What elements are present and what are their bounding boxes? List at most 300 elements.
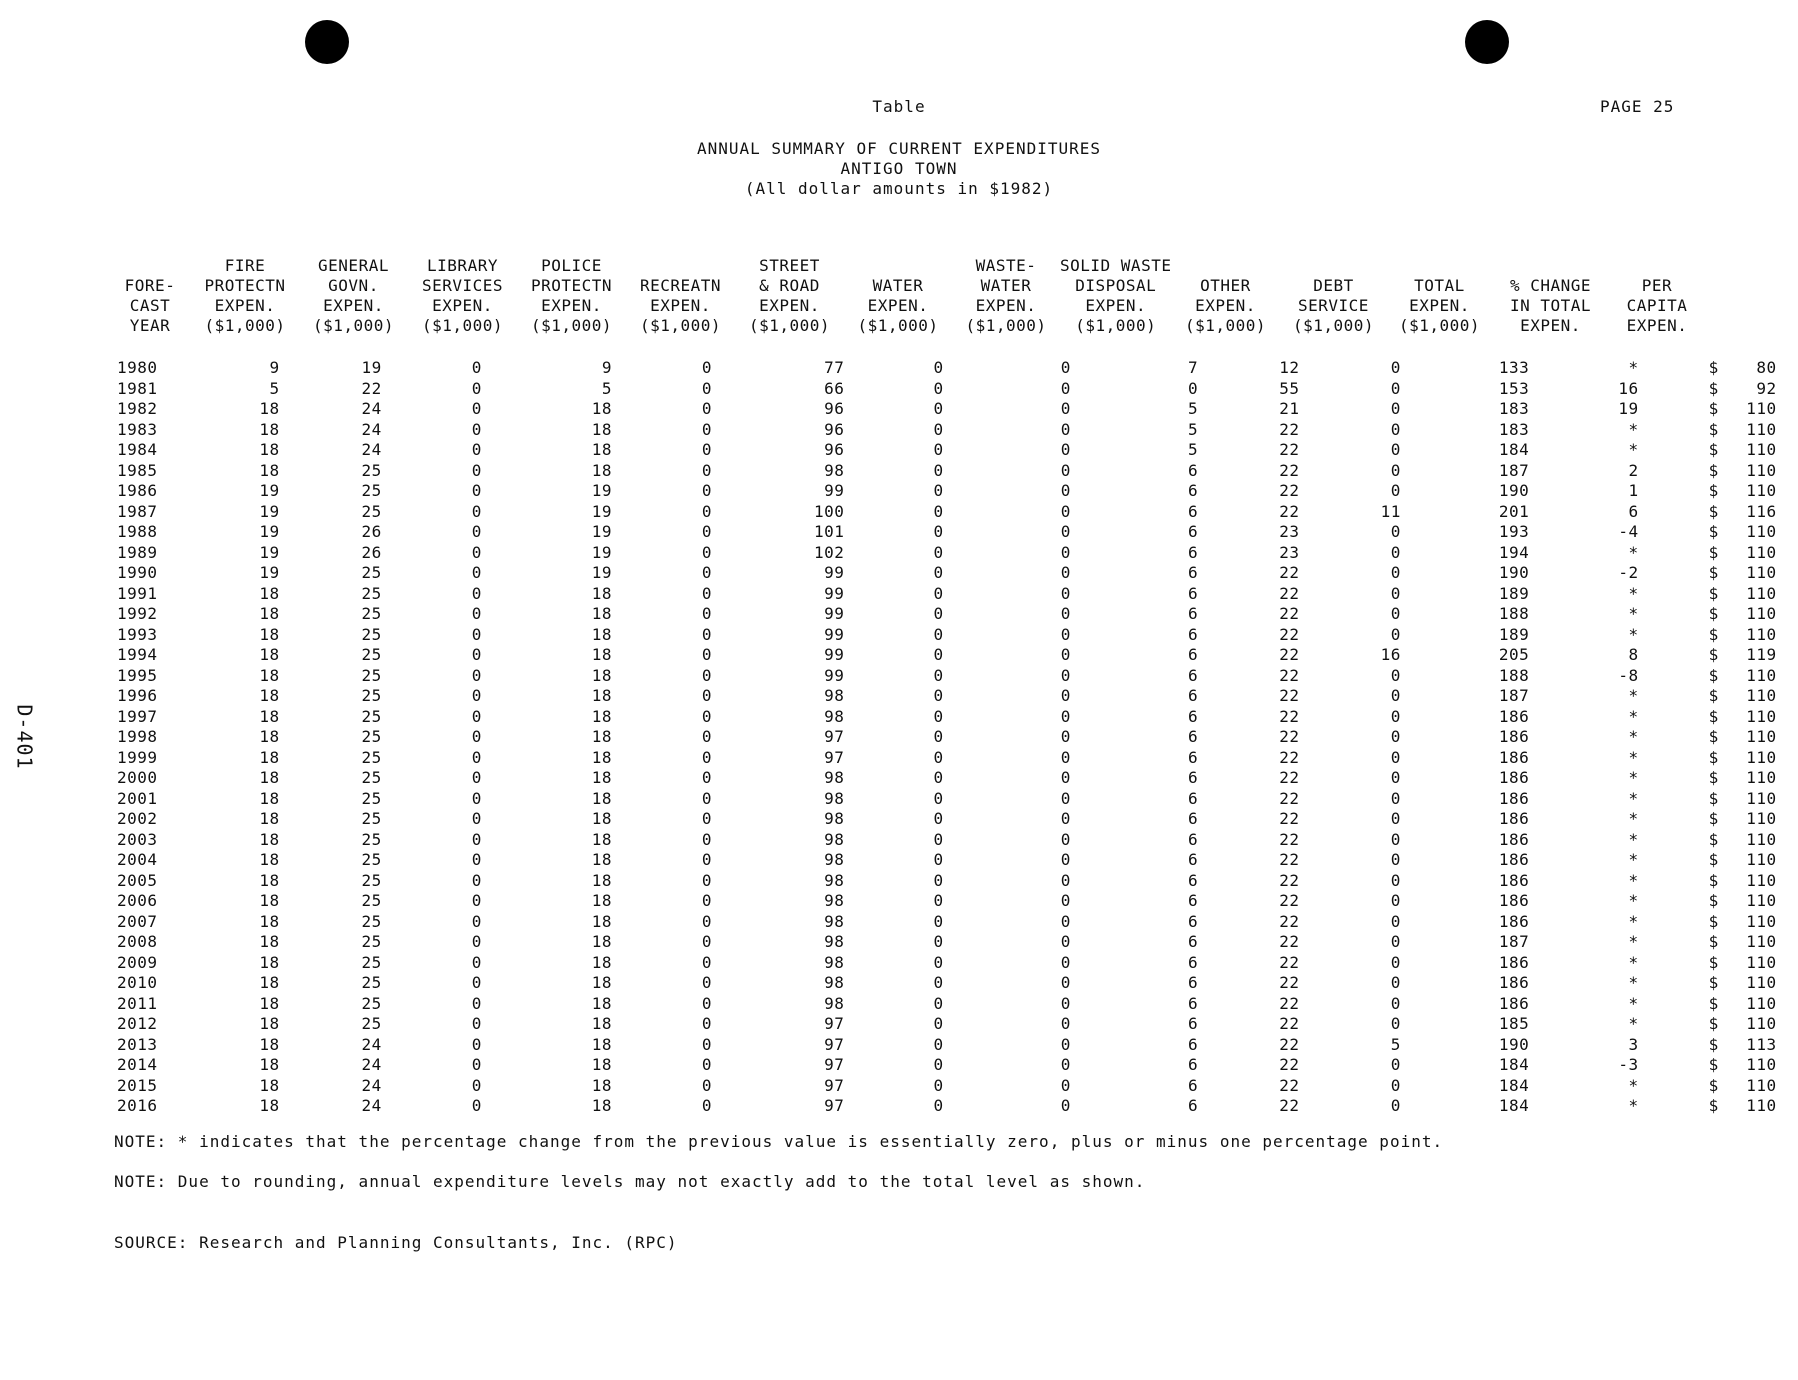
- value-cell: 25: [361, 583, 382, 603]
- dollar-sign: $: [1708, 419, 1719, 439]
- value-cell: 6: [1188, 952, 1199, 972]
- value-cell: 0: [1390, 870, 1401, 890]
- value-cell: 186: [1498, 870, 1530, 890]
- pct-change-cell: 2: [1628, 460, 1639, 480]
- value-cell: 0: [933, 665, 944, 685]
- value-cell: 102: [813, 542, 845, 562]
- column-header-text: EXPEN.: [541, 296, 602, 315]
- value-cell: 18: [591, 419, 613, 439]
- per-capita-value: 110: [1746, 440, 1777, 459]
- dollar-sign: $: [1708, 378, 1719, 398]
- value-cell: 0: [1390, 768, 1401, 787]
- value-cell: 0: [933, 993, 944, 1013]
- value-cell: 25: [361, 645, 382, 664]
- value-cell: 194: [1498, 542, 1530, 562]
- pct-change-cell: *: [1628, 358, 1639, 377]
- value-cell: 0: [1060, 891, 1071, 910]
- dollar-sign: $: [1708, 706, 1719, 726]
- pct-change-cell: *: [1628, 624, 1639, 644]
- value-cell: 0: [933, 911, 944, 931]
- table-row: [109, 932, 1798, 953]
- value-cell: 99: [824, 481, 845, 500]
- value-cell: 18: [259, 419, 280, 439]
- value-cell: 22: [1279, 563, 1300, 582]
- value-cell: 0: [1390, 911, 1401, 931]
- value-cell: 187: [1498, 686, 1530, 705]
- year-cell: 2013: [117, 1034, 158, 1054]
- table-row: [109, 461, 1798, 482]
- value-cell: 25: [361, 993, 382, 1013]
- side-page-label: D-401: [12, 704, 37, 770]
- value-cell: 0: [701, 973, 713, 992]
- value-cell: 0: [1390, 522, 1401, 541]
- value-cell: 25: [361, 624, 382, 644]
- table-row: [109, 645, 1798, 666]
- table-row: [109, 973, 1798, 994]
- pct-change-cell: *: [1628, 870, 1639, 890]
- value-cell: 98: [824, 870, 845, 890]
- value-cell: 0: [933, 481, 944, 500]
- pct-change-cell: *: [1628, 911, 1639, 931]
- table-row: [109, 543, 1798, 564]
- table-row: [109, 686, 1798, 707]
- value-cell: 0: [933, 522, 944, 541]
- value-cell: 0: [701, 460, 713, 480]
- column-header-text: PROTECTN: [204, 276, 286, 295]
- value-cell: 18: [591, 686, 613, 705]
- value-cell: 22: [1279, 604, 1300, 623]
- value-cell: 6: [1188, 686, 1199, 705]
- value-cell: 6: [1188, 1014, 1199, 1033]
- value-cell: 22: [1279, 932, 1300, 951]
- value-cell: 0: [1060, 378, 1071, 398]
- punch-hole-right: [1465, 20, 1509, 64]
- per-capita-value: 110: [1746, 522, 1777, 541]
- dollar-sign: $: [1708, 768, 1719, 787]
- value-cell: 186: [1498, 788, 1530, 808]
- per-capita-cell: [1681, 850, 1798, 871]
- per-capita-value: 92: [1756, 378, 1777, 398]
- column-header-text: RECREATN: [639, 276, 722, 295]
- value-cell: 22: [1279, 829, 1300, 849]
- value-cell: 0: [471, 829, 482, 849]
- value-cell: 18: [259, 1096, 280, 1115]
- value-cell: 0: [471, 686, 482, 705]
- column-header-text: ($1,000): [639, 316, 722, 335]
- value-cell: 0: [1060, 1075, 1071, 1095]
- value-cell: 25: [361, 973, 382, 992]
- value-cell: 18: [591, 809, 613, 828]
- value-cell: 0: [471, 665, 482, 685]
- value-cell: 184: [1498, 1075, 1530, 1095]
- per-capita-value: 110: [1746, 973, 1777, 992]
- value-cell: 0: [471, 727, 482, 746]
- value-cell: 19: [591, 501, 613, 521]
- pct-change-cell: *: [1628, 768, 1639, 787]
- value-cell: 18: [591, 911, 613, 931]
- dollar-sign: $: [1708, 604, 1719, 623]
- value-cell: 0: [1060, 481, 1071, 500]
- value-cell: 18: [259, 788, 280, 808]
- value-cell: 19: [591, 563, 613, 582]
- value-cell: 18: [591, 706, 613, 726]
- value-cell: 0: [933, 583, 944, 603]
- value-cell: 0: [701, 419, 713, 439]
- value-cell: 19: [591, 481, 613, 500]
- value-cell: 0: [1060, 665, 1071, 685]
- per-capita-value: 110: [1746, 1055, 1777, 1074]
- value-cell: 18: [259, 829, 280, 849]
- column-header-text: ($1,000): [421, 316, 504, 335]
- per-capita-value: 110: [1746, 481, 1777, 500]
- pct-change-cell: -3: [1618, 1055, 1639, 1074]
- column-header-text: SERVICE: [1298, 296, 1369, 315]
- value-cell: 22: [1279, 645, 1300, 664]
- pct-change-cell: 16: [1618, 378, 1639, 398]
- dollar-sign: $: [1708, 460, 1719, 480]
- value-cell: 18: [591, 850, 613, 869]
- value-cell: 190: [1498, 1034, 1530, 1054]
- table-row: [109, 891, 1798, 912]
- value-cell: 0: [933, 788, 944, 808]
- value-cell: 189: [1498, 583, 1530, 603]
- value-cell: 0: [1060, 1034, 1071, 1054]
- value-cell: 0: [1060, 604, 1071, 623]
- value-cell: 0: [933, 501, 944, 521]
- value-cell: 0: [701, 993, 713, 1013]
- value-cell: 18: [259, 973, 280, 992]
- value-cell: 5: [1390, 1034, 1401, 1054]
- value-cell: 0: [701, 911, 713, 931]
- column-header-text: ($1,000): [1184, 316, 1266, 335]
- per-capita-cell: [1681, 994, 1798, 1015]
- per-capita-value: 110: [1746, 911, 1777, 931]
- value-cell: 25: [361, 850, 382, 869]
- year-cell: 1981: [117, 378, 158, 398]
- table-row: [109, 953, 1798, 974]
- per-capita-cell: [1681, 1096, 1798, 1117]
- dollar-sign: $: [1708, 481, 1719, 500]
- value-cell: 24: [361, 1075, 382, 1095]
- value-cell: 22: [1279, 624, 1300, 644]
- value-cell: 0: [471, 891, 482, 910]
- value-cell: 0: [933, 932, 944, 951]
- value-cell: 98: [824, 706, 845, 726]
- value-cell: 6: [1188, 973, 1199, 992]
- table-row: [109, 809, 1798, 830]
- pct-change-cell: *: [1628, 727, 1639, 746]
- year-cell: 1996: [117, 686, 158, 705]
- value-cell: 6: [1188, 911, 1199, 931]
- table-row: [109, 1096, 1798, 1117]
- value-cell: 18: [259, 399, 280, 418]
- value-cell: 205: [1498, 645, 1530, 664]
- value-cell: 18: [259, 850, 280, 869]
- note-rounding: NOTE: Due to rounding, annual expenditure levels may not exactly add to the total level as shown.: [114, 1172, 1146, 1191]
- table-row: [109, 522, 1798, 543]
- value-cell: 24: [361, 440, 382, 459]
- value-cell: 0: [933, 563, 944, 582]
- value-cell: 18: [259, 440, 280, 459]
- value-cell: 0: [1390, 809, 1401, 828]
- year-cell: 2006: [117, 891, 158, 910]
- value-cell: 0: [471, 583, 482, 603]
- column-header-text: PROTECTN: [530, 276, 613, 295]
- pct-change-cell: -4: [1618, 522, 1639, 541]
- per-capita-value: 110: [1746, 993, 1777, 1013]
- value-cell: 0: [1060, 1014, 1071, 1033]
- value-cell: 0: [701, 440, 713, 459]
- dollar-sign: $: [1708, 829, 1719, 849]
- per-capita-cell: [1681, 481, 1798, 502]
- value-cell: 0: [933, 973, 944, 992]
- value-cell: 22: [1279, 1075, 1300, 1095]
- per-capita-value: 110: [1746, 563, 1777, 582]
- value-cell: 25: [361, 563, 382, 582]
- value-cell: 0: [1390, 973, 1401, 992]
- dollar-sign: $: [1708, 1034, 1719, 1054]
- value-cell: 98: [824, 993, 845, 1013]
- column-header-text: ($1,000): [748, 316, 831, 335]
- column-header-text: [1609, 256, 1704, 276]
- year-cell: 2003: [117, 829, 158, 849]
- value-cell: 18: [259, 583, 280, 603]
- value-cell: 0: [1390, 665, 1401, 685]
- value-cell: 0: [471, 624, 482, 644]
- column-header-text: ($1,000): [857, 316, 939, 335]
- year-cell: 2007: [117, 911, 158, 931]
- value-cell: 193: [1498, 522, 1530, 541]
- value-cell: 24: [361, 1055, 382, 1074]
- value-cell: 0: [701, 809, 713, 828]
- value-cell: 186: [1498, 706, 1530, 726]
- value-cell: 0: [1060, 952, 1071, 972]
- per-capita-value: 116: [1746, 501, 1777, 521]
- value-cell: 6: [1188, 645, 1199, 664]
- value-cell: 98: [824, 911, 845, 931]
- per-capita-cell: [1681, 809, 1798, 830]
- value-cell: 0: [933, 1055, 944, 1074]
- pct-change-cell: -2: [1618, 563, 1639, 582]
- value-cell: 98: [824, 809, 845, 828]
- pct-change-cell: *: [1628, 952, 1639, 972]
- value-cell: 0: [1060, 1096, 1071, 1115]
- value-cell: 18: [591, 952, 613, 972]
- column-header-table: [109, 256, 1704, 336]
- value-cell: 18: [591, 583, 613, 603]
- page-number: PAGE 25: [1600, 97, 1675, 116]
- value-cell: 18: [259, 1034, 280, 1054]
- value-cell: 21: [1279, 399, 1300, 418]
- value-cell: 0: [701, 788, 713, 808]
- value-cell: 98: [824, 850, 845, 869]
- table-row: [109, 481, 1798, 502]
- value-cell: 201: [1498, 501, 1530, 521]
- value-cell: 0: [471, 932, 482, 951]
- per-capita-value: 110: [1746, 891, 1777, 910]
- table-row: [109, 584, 1798, 605]
- value-cell: 9: [269, 358, 280, 377]
- table-row: [109, 1014, 1798, 1035]
- value-cell: 0: [1060, 788, 1071, 808]
- value-cell: 0: [933, 542, 944, 562]
- value-cell: 99: [824, 665, 845, 685]
- value-cell: 25: [361, 932, 382, 951]
- column-header-text: % CHANGE: [1509, 276, 1591, 295]
- per-capita-cell: [1681, 666, 1798, 687]
- column-header-text: WASTE-: [975, 256, 1037, 275]
- report-subtitle: ANTIGO TOWN: [840, 159, 958, 178]
- value-cell: 0: [933, 952, 944, 972]
- value-cell: 0: [701, 1055, 713, 1074]
- value-cell: 18: [591, 604, 613, 623]
- per-capita-value: 110: [1746, 788, 1777, 808]
- pct-change-cell: *: [1628, 1014, 1639, 1033]
- value-cell: 0: [701, 645, 713, 664]
- header-line: [109, 316, 1704, 336]
- value-cell: 0: [933, 1014, 944, 1033]
- value-cell: 5: [601, 378, 613, 398]
- table-row: [109, 789, 1798, 810]
- value-cell: 25: [361, 665, 382, 685]
- value-cell: 98: [824, 932, 845, 951]
- value-cell: 99: [824, 563, 845, 582]
- value-cell: 77: [824, 358, 845, 377]
- value-cell: 22: [1279, 993, 1300, 1013]
- dollar-sign: $: [1708, 501, 1719, 521]
- value-cell: 25: [361, 481, 382, 500]
- value-cell: 189: [1498, 624, 1530, 644]
- value-cell: 25: [361, 829, 382, 849]
- report-title: ANNUAL SUMMARY OF CURRENT EXPENDITURES: [696, 139, 1102, 158]
- value-cell: 0: [933, 358, 944, 377]
- value-cell: 190: [1498, 481, 1530, 500]
- value-cell: 0: [1060, 993, 1071, 1013]
- value-cell: 22: [1279, 706, 1300, 726]
- value-cell: 96: [824, 440, 845, 459]
- pct-change-cell: *: [1628, 932, 1639, 951]
- pct-change-cell: *: [1628, 993, 1639, 1013]
- value-cell: 6: [1188, 788, 1199, 808]
- value-cell: 0: [471, 399, 482, 418]
- value-cell: 0: [471, 1034, 482, 1054]
- dollar-sign: $: [1708, 624, 1719, 644]
- value-cell: 0: [933, 809, 944, 828]
- table-row: [109, 850, 1798, 871]
- value-cell: 6: [1188, 481, 1199, 500]
- value-cell: 97: [824, 1075, 845, 1095]
- pct-change-cell: 6: [1628, 501, 1639, 521]
- value-cell: 0: [1390, 686, 1401, 705]
- value-cell: 18: [591, 788, 613, 808]
- pct-change-cell: *: [1628, 973, 1639, 992]
- value-cell: 25: [361, 686, 382, 705]
- value-cell: 0: [1390, 440, 1401, 459]
- dollar-sign: $: [1708, 665, 1719, 685]
- pct-change-cell: *: [1628, 829, 1639, 849]
- value-cell: 186: [1498, 829, 1530, 849]
- table-row: [109, 666, 1798, 687]
- value-cell: 0: [471, 788, 482, 808]
- value-cell: 25: [361, 604, 382, 623]
- value-cell: 0: [1060, 768, 1071, 787]
- value-cell: 0: [471, 440, 482, 459]
- value-cell: 0: [1390, 624, 1401, 644]
- value-cell: 25: [361, 501, 382, 521]
- dollar-sign: $: [1708, 809, 1719, 828]
- per-capita-cell: [1681, 358, 1798, 379]
- year-cell: 2016: [117, 1096, 158, 1115]
- value-cell: 22: [1279, 952, 1300, 972]
- value-cell: 0: [1390, 604, 1401, 623]
- dollar-sign: $: [1708, 522, 1719, 541]
- year-cell: 1984: [117, 440, 158, 459]
- value-cell: 25: [361, 809, 382, 828]
- value-cell: 22: [361, 378, 382, 398]
- value-cell: 22: [1279, 809, 1300, 828]
- per-capita-cell: [1681, 1076, 1798, 1097]
- column-header-text: WATER: [980, 276, 1032, 295]
- value-cell: 0: [1390, 378, 1401, 398]
- dollar-sign: $: [1708, 932, 1719, 951]
- pct-change-cell: 1: [1628, 481, 1639, 500]
- value-cell: 18: [259, 870, 280, 890]
- value-cell: 6: [1188, 809, 1199, 828]
- value-cell: 98: [824, 952, 845, 972]
- value-cell: 24: [361, 1096, 382, 1115]
- value-cell: 18: [591, 747, 613, 767]
- column-header-text: ($1,000): [204, 316, 286, 335]
- value-cell: 186: [1498, 952, 1530, 972]
- value-cell: 97: [824, 1014, 845, 1033]
- value-cell: 0: [1060, 686, 1071, 705]
- year-cell: 2010: [117, 973, 158, 992]
- value-cell: 0: [1060, 460, 1071, 480]
- value-cell: 25: [361, 952, 382, 972]
- value-cell: 0: [933, 1096, 944, 1115]
- year-cell: 2015: [117, 1075, 158, 1095]
- value-cell: 98: [824, 891, 845, 910]
- per-capita-value: 110: [1746, 419, 1777, 439]
- per-capita-value: 110: [1746, 870, 1777, 890]
- value-cell: 19: [361, 358, 382, 377]
- value-cell: 0: [933, 645, 944, 664]
- year-cell: 1988: [117, 522, 158, 541]
- value-cell: 0: [933, 686, 944, 705]
- value-cell: 0: [701, 1096, 713, 1115]
- value-cell: 22: [1279, 973, 1300, 992]
- value-cell: 18: [259, 952, 280, 972]
- value-cell: 0: [933, 829, 944, 849]
- value-cell: 6: [1188, 932, 1199, 951]
- per-capita-value: 110: [1746, 1075, 1777, 1095]
- value-cell: 18: [259, 1014, 280, 1033]
- column-header-text: EXPEN.: [1626, 316, 1688, 335]
- pct-change-cell: *: [1628, 747, 1639, 767]
- value-cell: 0: [1060, 706, 1071, 726]
- per-capita-cell: [1681, 1035, 1798, 1056]
- value-cell: 6: [1188, 522, 1199, 541]
- value-cell: 0: [1060, 645, 1071, 664]
- per-capita-value: 80: [1756, 358, 1777, 377]
- per-capita-cell: [1681, 707, 1798, 728]
- value-cell: 9: [601, 358, 613, 377]
- value-cell: 55: [1279, 378, 1300, 398]
- value-cell: 187: [1498, 932, 1530, 951]
- value-cell: 18: [259, 911, 280, 931]
- pct-change-cell: *: [1628, 440, 1639, 459]
- dollar-sign: $: [1708, 727, 1719, 746]
